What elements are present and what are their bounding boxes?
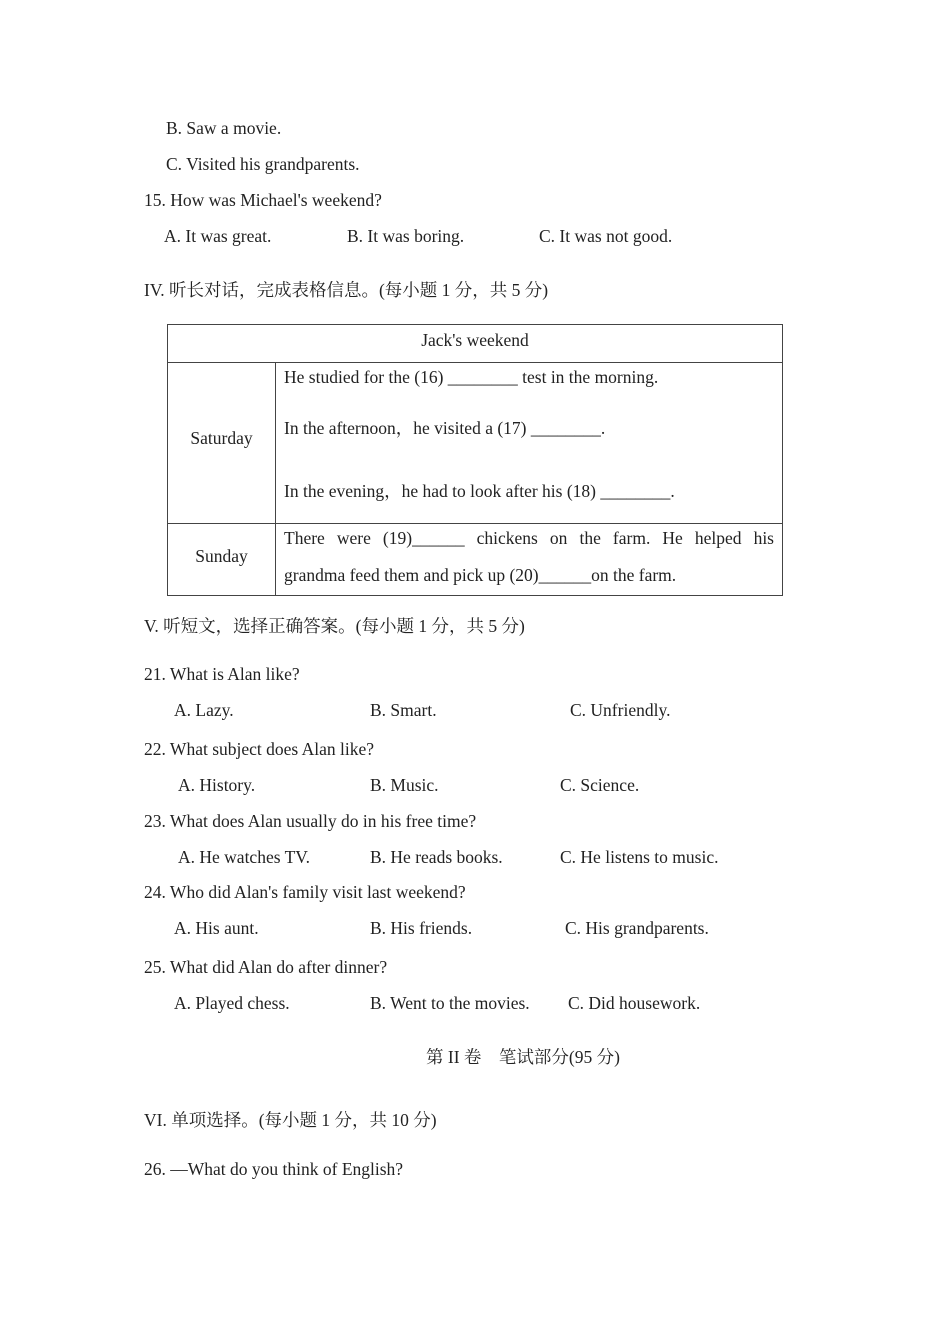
q15-option-b: B. It was boring. xyxy=(347,226,465,246)
section-5-heading: V. 听短文，选择正确答案。(每小题 1 分，共 5 分) xyxy=(144,616,525,636)
q24-option-a: A. His aunt. xyxy=(174,918,259,938)
q21-question: 21. What is Alan like? xyxy=(144,664,300,684)
q23-option-a: A. He watches TV. xyxy=(178,847,311,867)
q21-option-a: A. Lazy. xyxy=(174,700,234,720)
q22-option-b: B. Music. xyxy=(370,775,439,795)
q24-question: 24. Who did Alan's family visit last weekend? xyxy=(144,882,466,902)
sunday-line-20: grandma feed them and pick up (20)______on the farm. xyxy=(284,565,677,585)
jacks-weekend-table xyxy=(167,324,783,596)
table-title: Jack's weekend xyxy=(421,330,529,350)
part-2-title: 第 II 卷 笔试部分(95 分) xyxy=(426,1047,620,1067)
q14-option-c: C. Visited his grandparents. xyxy=(166,154,360,174)
q22-question: 22. What subject does Alan like? xyxy=(144,739,375,759)
table-divider xyxy=(168,362,782,363)
q26-question: 26. —What do you think of English? xyxy=(144,1159,404,1179)
q24-option-b: B. His friends. xyxy=(370,918,473,938)
q15-option-c: C. It was not good. xyxy=(539,226,673,246)
q21-option-b: B. Smart. xyxy=(370,700,437,720)
section-6-heading: VI. 单项选择。(每小题 1 分，共 10 分) xyxy=(144,1110,437,1130)
q25-option-b: B. Went to the movies. xyxy=(370,993,530,1013)
q25-option-c: C. Did housework. xyxy=(568,993,701,1013)
q22-option-a: A. History. xyxy=(178,775,256,795)
saturday-label: Saturday xyxy=(190,428,253,448)
section-4-heading: IV. 听长对话，完成表格信息。(每小题 1 分，共 5 分) xyxy=(144,280,549,300)
q24-option-c: C. His grandparents. xyxy=(565,918,709,938)
q21-option-c: C. Unfriendly. xyxy=(570,700,671,720)
q23-question: 23. What does Alan usually do in his free time? xyxy=(144,811,477,831)
sunday-label: Sunday xyxy=(195,546,248,566)
q15-question: 15. How was Michael's weekend? xyxy=(144,190,382,210)
q23-option-b: B. He reads books. xyxy=(370,847,503,867)
q25-option-a: A. Played chess. xyxy=(174,993,290,1013)
saturday-line-18: In the evening，he had to look after his (18) ________. xyxy=(284,481,675,501)
table-divider xyxy=(168,523,782,524)
table-column-divider xyxy=(275,362,276,595)
q14-option-b: B. Saw a movie. xyxy=(166,118,282,138)
saturday-line-16: He studied for the (16) ________ test in the morning. xyxy=(284,367,659,387)
q15-option-a: A. It was great. xyxy=(164,226,272,246)
saturday-line-17: In the afternoon，he visited a (17) ________. xyxy=(284,418,606,438)
sunday-line-19: There were (19)______ chickens on the farm. He helped his xyxy=(284,528,774,548)
q23-option-c: C. He listens to music. xyxy=(560,847,719,867)
q22-option-c: C. Science. xyxy=(560,775,640,795)
q25-question: 25. What did Alan do after dinner? xyxy=(144,957,388,977)
